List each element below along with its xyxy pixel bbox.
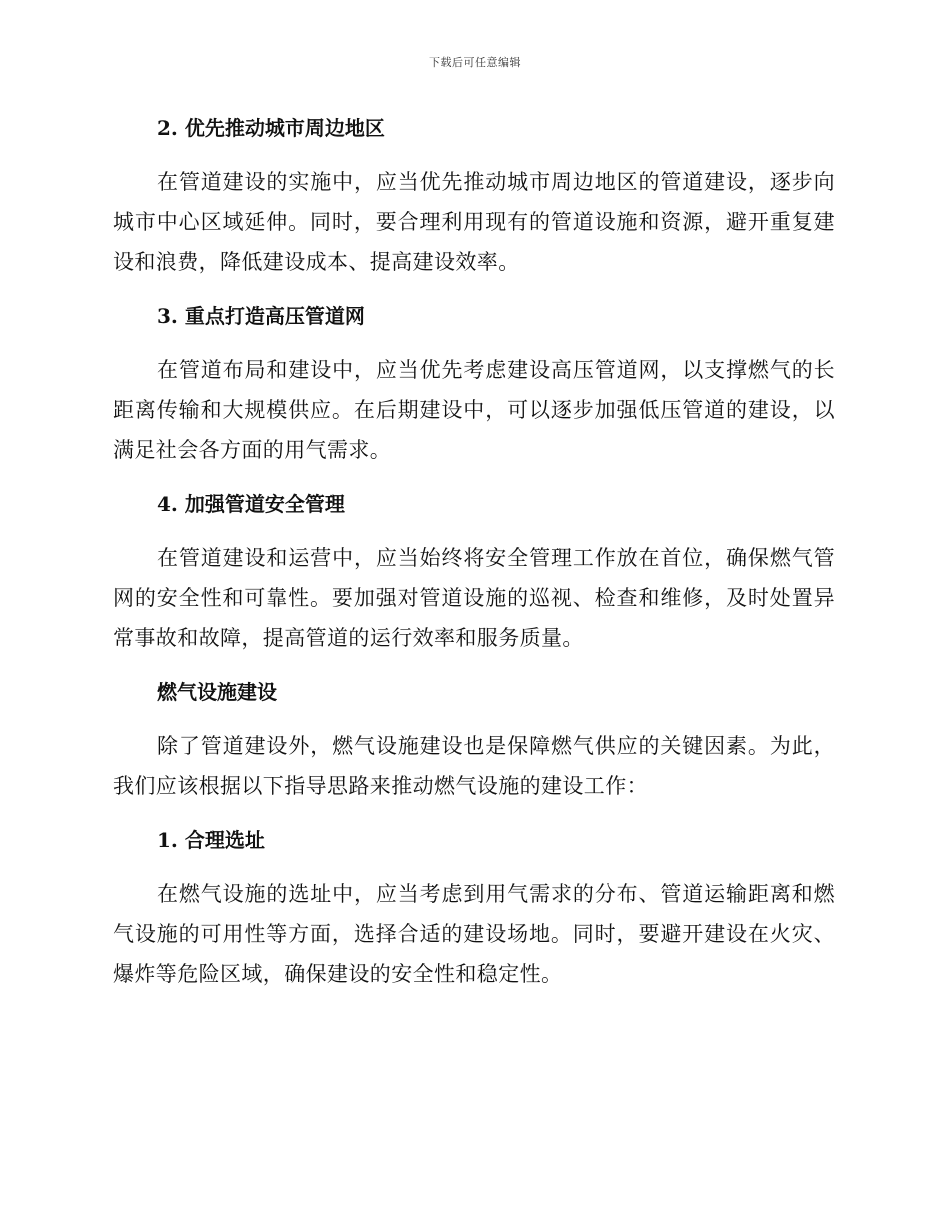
section-paragraph: 除了管道建设外，燃气设施建设也是保障燃气供应的关键因素。为此，我们应该根据以下指导思路来推动燃气设施的建设工作：	[113, 734, 835, 798]
header-note: 下载后可任意编辑	[429, 56, 521, 69]
section-paragraph: 在管道建设和运营中，应当始终将安全管理工作放在首位，确保燃气管网的安全性和可靠性。要加强对管道设施的巡视、检查和维修，及时处置异常事故和故障，提高管道的运行效率和服务质量。	[113, 546, 835, 650]
document-body	[113, 108, 835, 994]
section-paragraph: 在燃气设施的选址中，应当考虑到用气需求的分布、管道运输距离和燃气设施的可用性等方面，选择合适的建设场地。同时，要避开建设在火灾、爆炸等危险区域，确保建设的安全性和稳定性。	[113, 882, 835, 986]
section-heading: 3. 重点打造高压管道网	[157, 304, 365, 328]
section-heading: 4. 加强管道安全管理	[157, 492, 345, 516]
section-heading: 2. 优先推动城市周边地区	[157, 116, 385, 140]
section-heading: 燃气设施建设	[157, 680, 277, 704]
section-paragraph: 在管道布局和建设中，应当优先考虑建设高压管道网，以支撑燃气的长距离传输和大规模供应。在后期建设中，可以逐步加强低压管道的建设，以满足社会各方面的用气需求。	[113, 358, 835, 462]
section-paragraph: 在管道建设的实施中，应当优先推动城市周边地区的管道建设，逐步向城市中心区域延伸。同时，要合理利用现有的管道设施和资源，避开重复建设和浪费，降低建设成本、提高建设效率。	[113, 170, 835, 274]
section-heading: 1. 合理选址	[157, 828, 265, 852]
